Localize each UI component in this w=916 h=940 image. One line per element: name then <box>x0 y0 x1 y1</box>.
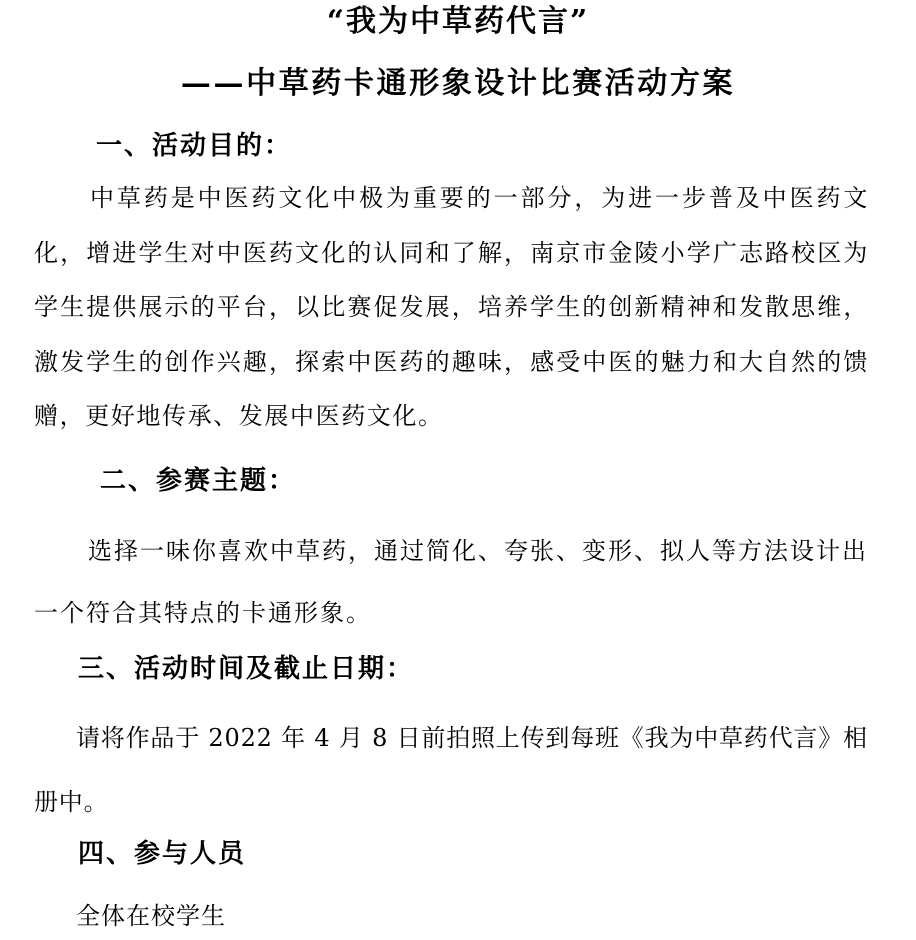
document-subtitle: ——中草药卡通形象设计比赛活动方案 <box>180 66 736 101</box>
section-body-time: 请将作品于 2022 年 4 月 8 日前拍照上传到每班《我为中草药代言》相册中。 <box>34 724 868 816</box>
section-heading-time: 三、活动时间及截止日期： <box>78 654 415 684</box>
document-title: “我为中草药代言” <box>326 4 590 39</box>
section-heading-theme: 二、参赛主题： <box>100 466 297 496</box>
section-heading-purpose: 一、活动目的： <box>96 131 293 161</box>
section-body-theme: 选择一味你喜欢中草药，通过简化、夸张、变形、拟人等方法设计出一个符合其特点的卡通形象。 <box>34 537 868 627</box>
section-body-purpose: 中草药是中医药文化中极为重要的一部分，为进一步普及中医药文化，增进学生对中医药文化的认同和了解，南京市金陵小学广志路校区为学生提供展示的平台，以比赛促发展，培养学生的创新精神和发散思维，激发学生的创作兴趣，探索中医药的趣味，感受中医的魅力和大自然的馈赠，更好地传承、发展中医药文化。 <box>34 184 869 430</box>
section-heading-participants: 四、参与人员 <box>78 839 247 869</box>
section-body-participants: 全体在校学生 <box>76 902 226 930</box>
